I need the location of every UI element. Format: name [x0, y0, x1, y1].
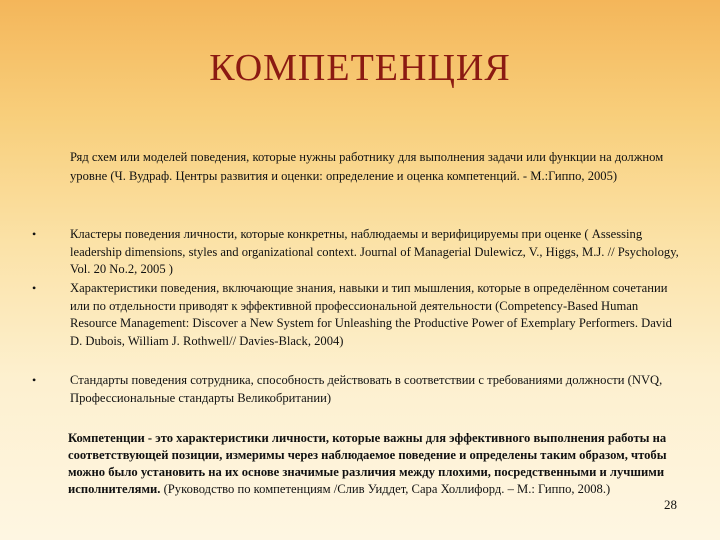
bullet-text: Стандарты поведения сотрудника, способность действовать в соответствии с требованиями должности (NVQ, Профессиональные стандарты Великобритании) — [70, 373, 663, 405]
bullet-marker: • — [32, 227, 37, 241]
definition-text: Компетенции - это характеристики личности, которые важны для эффективного выполнения работы на соответствующей позиции, измеримы через наблюдаемое поведение и определены таким образом, чтобы можно было установить на их основе значимые различия между плохими, посредственными и лучшими исполнителями. — [68, 431, 667, 496]
bullet-text: Кластеры поведения личности, которые конкретны, наблюдаемы и верифицируемы при оценке ( Assessing leadership dimensions, styles and organizational context. Journal of Managerial Dulewicz, V., Higgs, M.J. // Psychology, Vol. 20 No.2, 2005 ) — [70, 227, 679, 276]
page-number: 28 — [664, 497, 677, 512]
bullet-text: Характеристики поведения, включающие знания, навыки и тип мышления, которые в определённом сочетании или по отдельности приводят к эффективной профессиональной деятельности (Competency-Based Human Resource Management: Discover a New System for Unleashing the Productive Power of Exemplary Performers. David D. Dubois, William J. Rothwell// Davies-Black, 2004) — [70, 281, 672, 348]
slide-title: КОМПЕТЕНЦИЯ — [209, 47, 511, 89]
definition-paragraph — [68, 430, 680, 498]
definition-source: (Руководство по компетенциям /Слив Уиддет, Сара Холлифорд. – М.: Гиппо, 2008.) — [163, 482, 611, 496]
intro-paragraph: Ряд схем или моделей поведения, которые нужны работнику для выполнения задачи или функции на должном уровне (Ч. Вудраф. Центры развития и оценки: определение и оценка компетенций. - М.:Гиппо, 2005) — [70, 150, 664, 183]
bullet-marker: • — [32, 373, 37, 387]
bullet-marker: • — [32, 281, 37, 295]
